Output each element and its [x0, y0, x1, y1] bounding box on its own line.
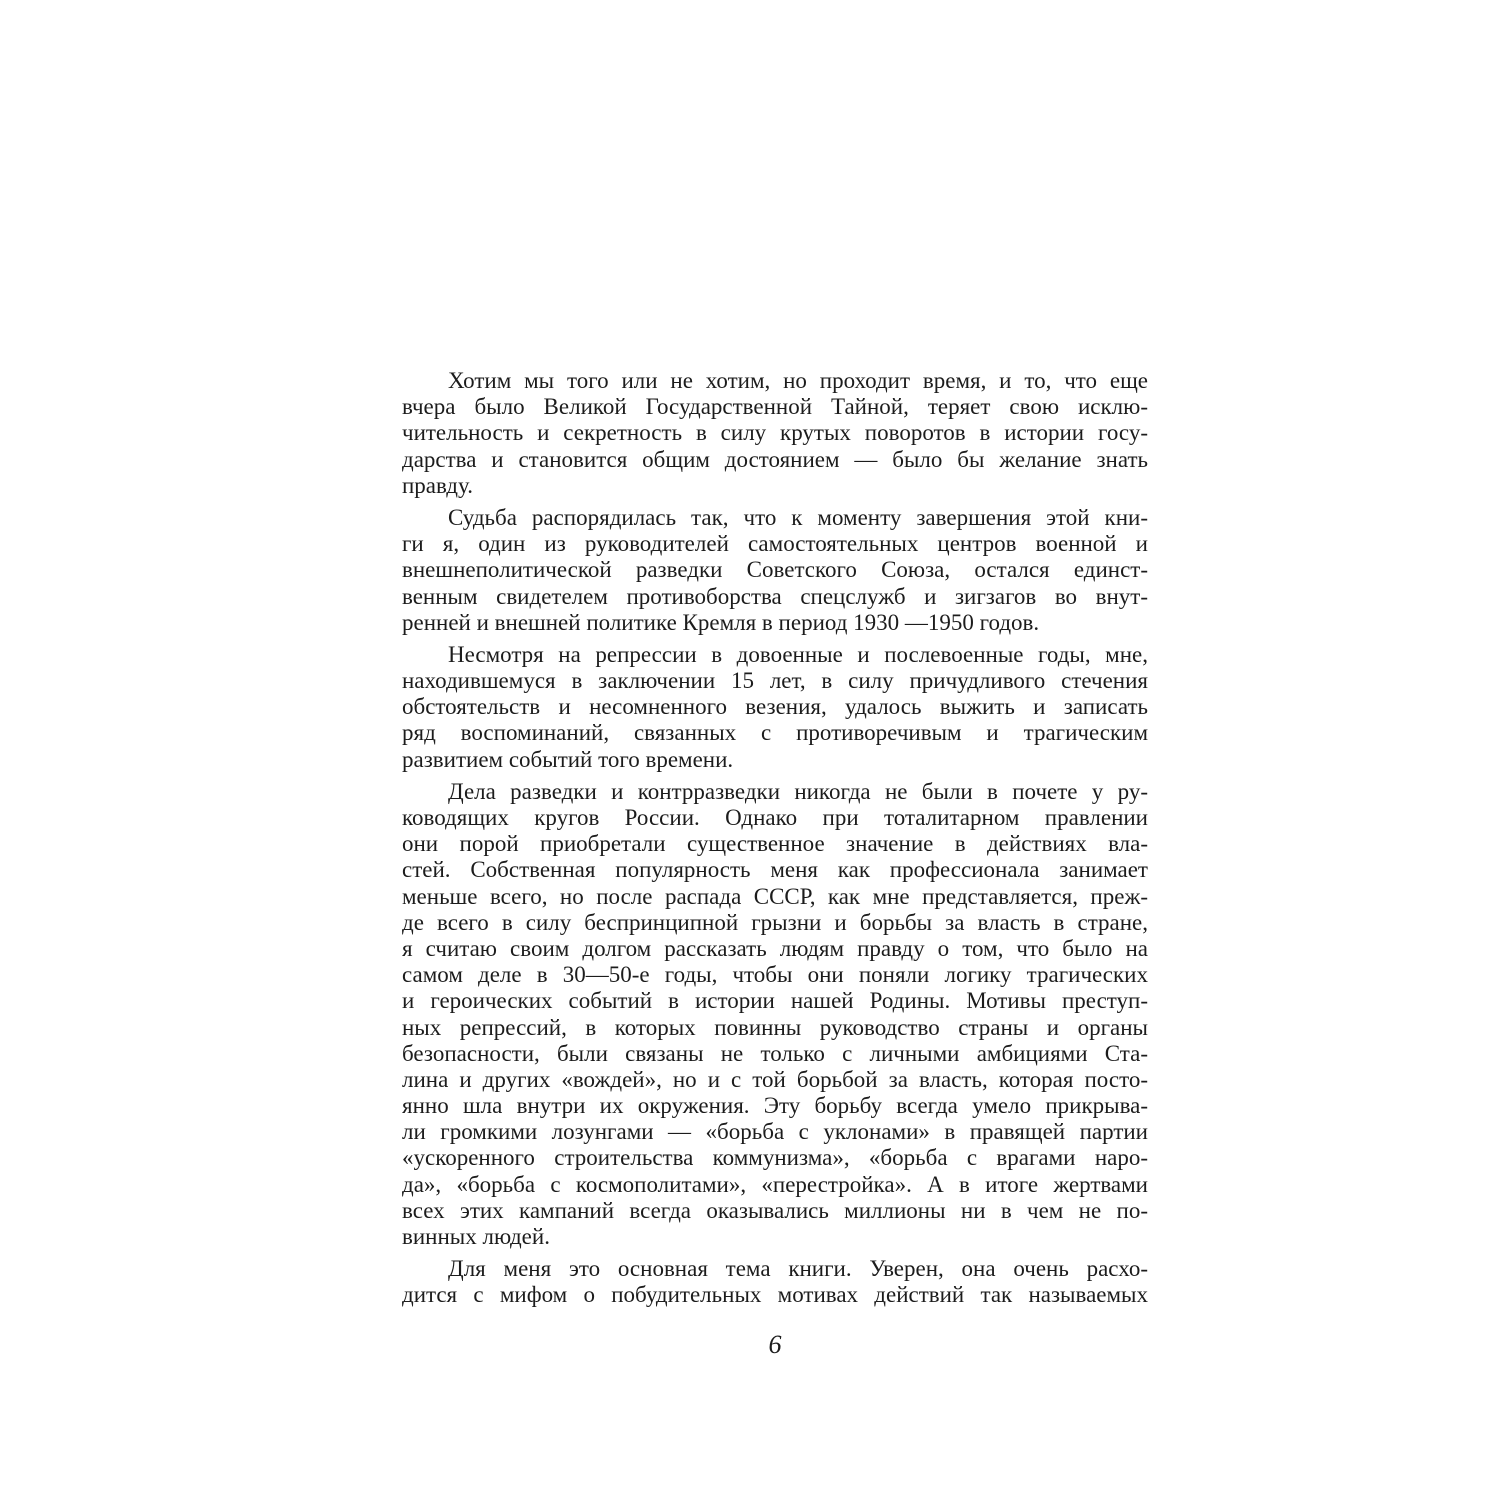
text-line: правду.	[402, 472, 473, 498]
paragraph	[402, 779, 1148, 1250]
text-line: меньше всего, но после распада СССР, как мне представляется, преж-	[402, 883, 1148, 909]
text-line: стей. Собственная популярность меня как профессионала занимает	[402, 857, 1148, 883]
text-line: ных репрессий, в которых повинны руководство страны и органы	[402, 1014, 1148, 1040]
text-line: безопасности, были связаны не только с личными амбициями Ста-	[402, 1040, 1148, 1066]
text-line: обстоятельств и несомненного везения, удалось выжить и записать	[402, 694, 1148, 720]
text-line: развитием событий того времени.	[402, 746, 734, 772]
text-line: чительность и секретность в силу крутых поворотов в истории госу-	[402, 420, 1148, 446]
paragraph	[402, 505, 1148, 636]
paragraph	[402, 368, 1148, 499]
text-line: дарства и становится общим достоянием — было бы желание знать	[402, 446, 1148, 472]
text-line: и героических событий в истории нашей Родины. Мотивы преступ-	[402, 988, 1148, 1014]
text-line: дится с мифом о побудительных мотивах действий так называемых	[402, 1282, 1148, 1308]
page-number: 6	[768, 1330, 782, 1359]
text-line: ли громкими лозунгами — «борьба с уклонами» в правящей партии	[402, 1119, 1148, 1145]
text-line: Несмотря на репрессии в довоенные и послевоенные годы, мне,	[448, 641, 1148, 667]
text-line: самом деле в 30—50-е годы, чтобы они поняли логику трагических	[402, 962, 1148, 988]
text-line: всех этих кампаний всегда оказывались миллионы ни в чем не по-	[402, 1197, 1148, 1223]
text-line: они порой приобретали существенное значение в действиях вла-	[402, 831, 1148, 857]
text-line: Судьба распорядилась так, что к моменту завершения этой кни-	[448, 504, 1148, 530]
text-line: я считаю своим долгом рассказать людям правду о том, что было на	[402, 935, 1148, 961]
text-line: находившемуся в заключении 15 лет, в силу причудливого стечения	[402, 668, 1148, 694]
text-line: вчера было Великой Государственной Тайной, теряет свою исклю-	[402, 394, 1148, 420]
text-line: «ускоренного строительства коммунизма», «борьба с врагами наро-	[402, 1145, 1148, 1171]
text-line: Дела разведки и контрразведки никогда не были в почете у ру-	[448, 778, 1148, 804]
text-line: ренней и внешней политике Кремля в период 1930 —1950 годов.	[402, 609, 1040, 635]
paragraph	[402, 1256, 1148, 1308]
text-line: внешнеполитической разведки Советского Союза, остался единст-	[402, 557, 1148, 583]
text-line: ководящих кругов России. Однако при тоталитарном правлении	[402, 805, 1148, 830]
text-line: янно шла внутри их окружения. Эту борьбу всегда умело прикрыва-	[402, 1093, 1148, 1119]
body-text	[402, 368, 1148, 1315]
text-line: Для меня это основная тема книги. Уверен, она очень расхо-	[448, 1256, 1148, 1282]
text-line: винных людей.	[402, 1224, 550, 1249]
text-line: ряд воспоминаний, связанных с противоречивым и трагическим	[402, 720, 1148, 746]
text-line: Хотим мы того или не хотим, но проходит время, и то, что еще	[448, 368, 1148, 393]
text-line: де всего в силу беспринципной грызни и борьбы за власть в стране,	[402, 909, 1148, 935]
text-line: лина и других «вождей», но и с той борьбой за власть, которая посто-	[402, 1066, 1148, 1092]
paragraph	[402, 642, 1148, 773]
text-line: да», «борьба с космополитами», «перестройка». А в итоге жертвами	[402, 1171, 1148, 1197]
text-line: венным свидетелем противоборства спецслужб и зигзагов во внут-	[402, 583, 1148, 609]
text-line: ги я, один из руководителей самостоятельных центров военной и	[402, 531, 1148, 557]
